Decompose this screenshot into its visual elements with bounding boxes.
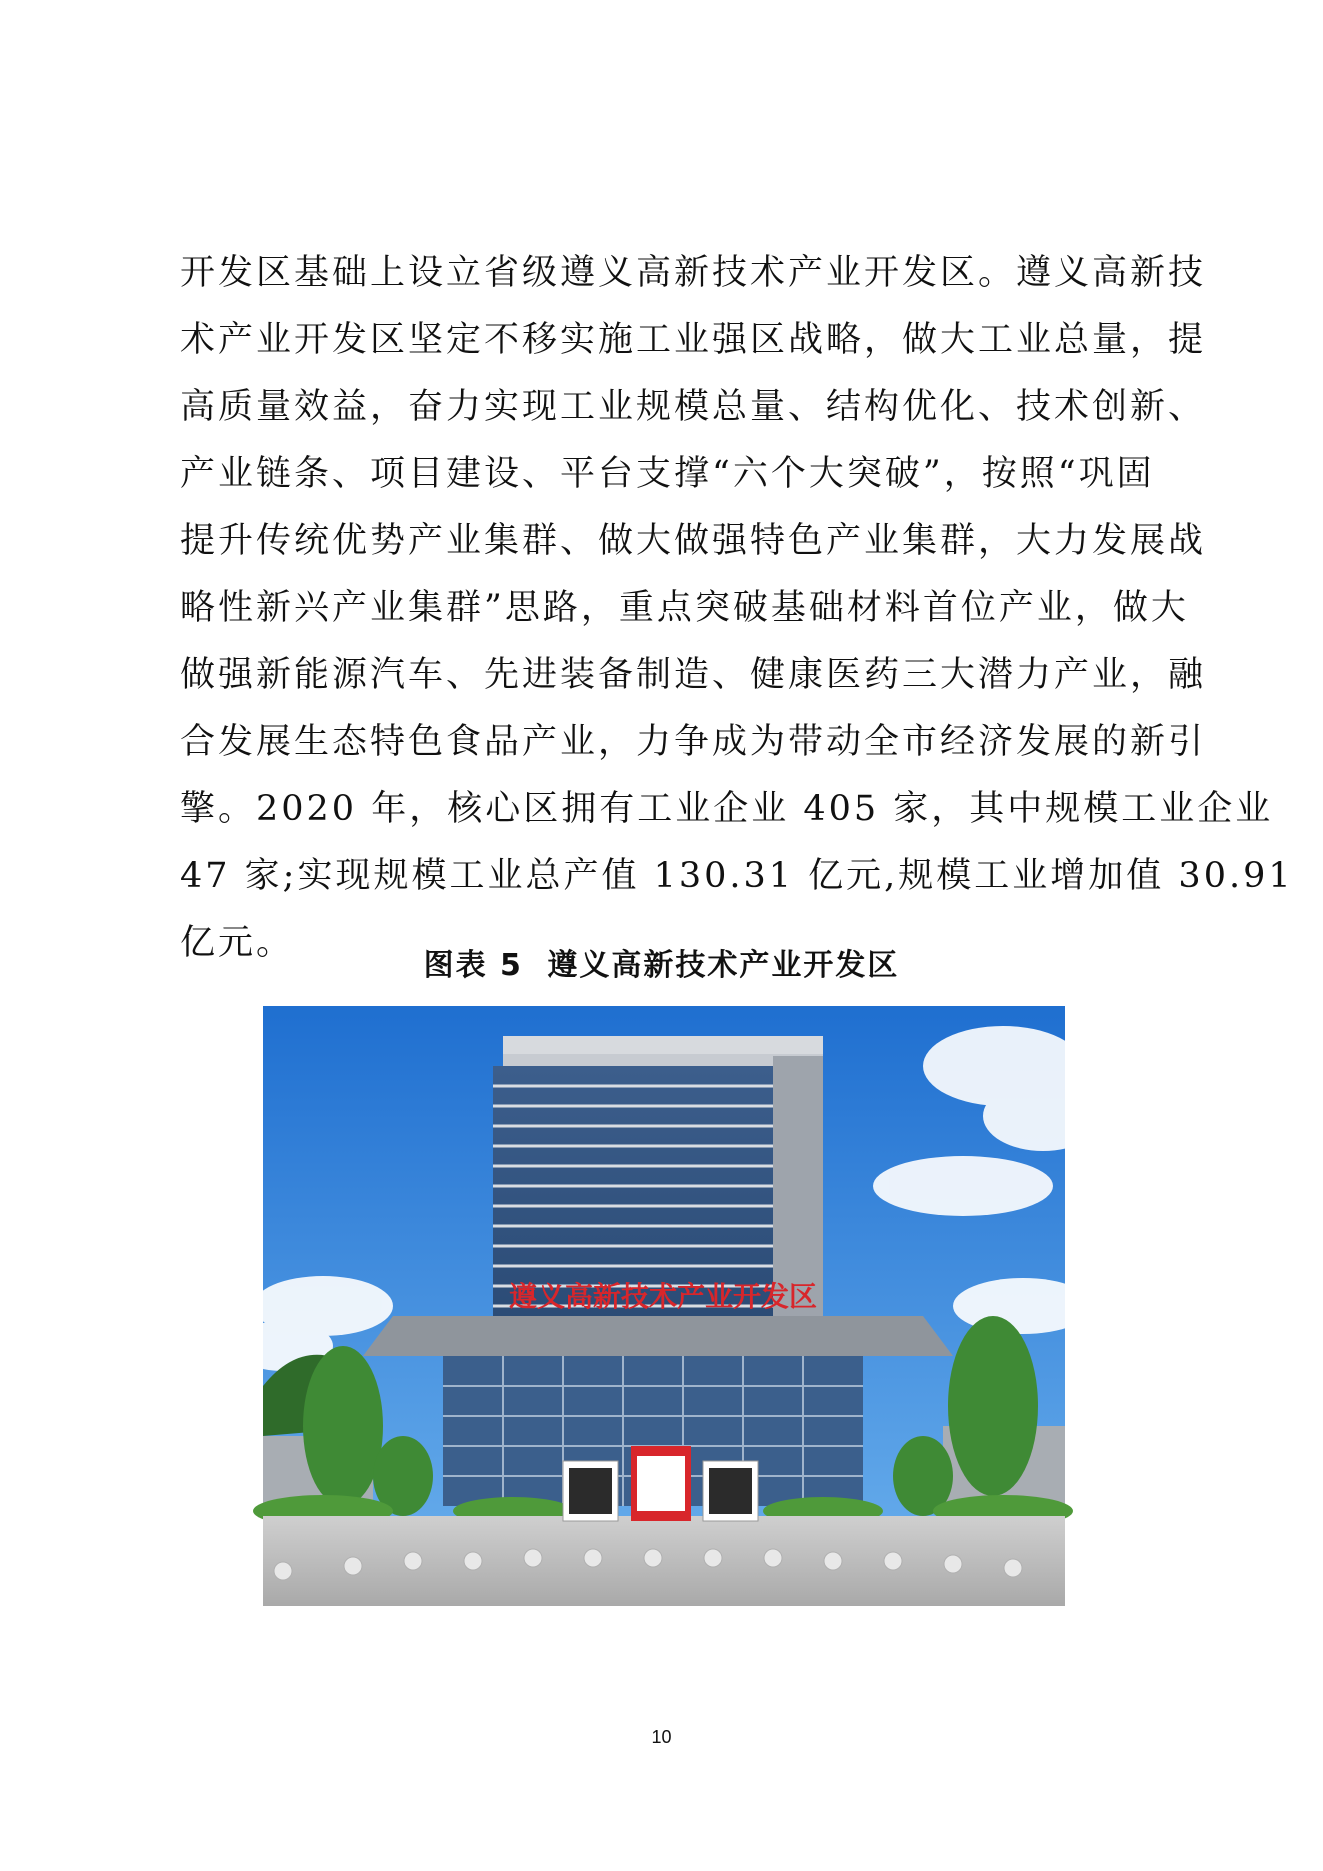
figure-caption-label: 图表 5 bbox=[423, 948, 523, 983]
figure-photo bbox=[263, 1006, 1065, 1606]
podium-canopy bbox=[363, 1316, 953, 1356]
paragraph-line: 开发区基础上设立省级遵义高新技术产业开发区。遵义高新技 bbox=[180, 253, 1207, 293]
paragraph-line: 合发展生态特色食品产业，力争成为带动全市经济发展的新引 bbox=[180, 722, 1207, 762]
building-photo-illustration bbox=[263, 1006, 1065, 1606]
paragraph-line: 产业链条、项目建设、平台支撑“六个大突破”，按照“巩固 bbox=[180, 454, 1155, 494]
paragraph-line: 做强新能源汽车、先进装备制造、健康医药三大潜力产业，融 bbox=[180, 655, 1207, 695]
paragraph-line: 高质量效益，奋力实现工业规模总量、结构优化、技术创新、 bbox=[180, 387, 1207, 427]
page-number: 10 bbox=[651, 1727, 672, 1747]
paragraph-line: 擎。2020 年，核心区拥有工业企业 405 家，其中规模工业企业 bbox=[180, 789, 1274, 829]
body-paragraph bbox=[180, 240, 1294, 977]
paragraph-line: 略性新兴产业集群”思路，重点突破基础材料首位产业，做大 bbox=[180, 588, 1189, 628]
paragraph-line: 47 家;实现规模工业总产值 130.31 亿元,规模工业增加值 30.91 bbox=[180, 856, 1294, 896]
figure-caption bbox=[0, 940, 1323, 984]
figure-caption-title: 遵义高新技术产业开发区 bbox=[547, 948, 900, 983]
tower-top-bar bbox=[503, 1036, 823, 1054]
paragraph-line: 术产业开发区坚定不移实施工业强区战略，做大工业总量，提 bbox=[180, 320, 1207, 360]
paragraph-line: 亿元。 bbox=[180, 923, 295, 963]
building-sign: 遵义高新技术产业开发区 bbox=[508, 1280, 818, 1313]
paragraph-line: 提升传统优势产业集群、做大做强特色产业集群，大力发展战 bbox=[180, 521, 1207, 561]
